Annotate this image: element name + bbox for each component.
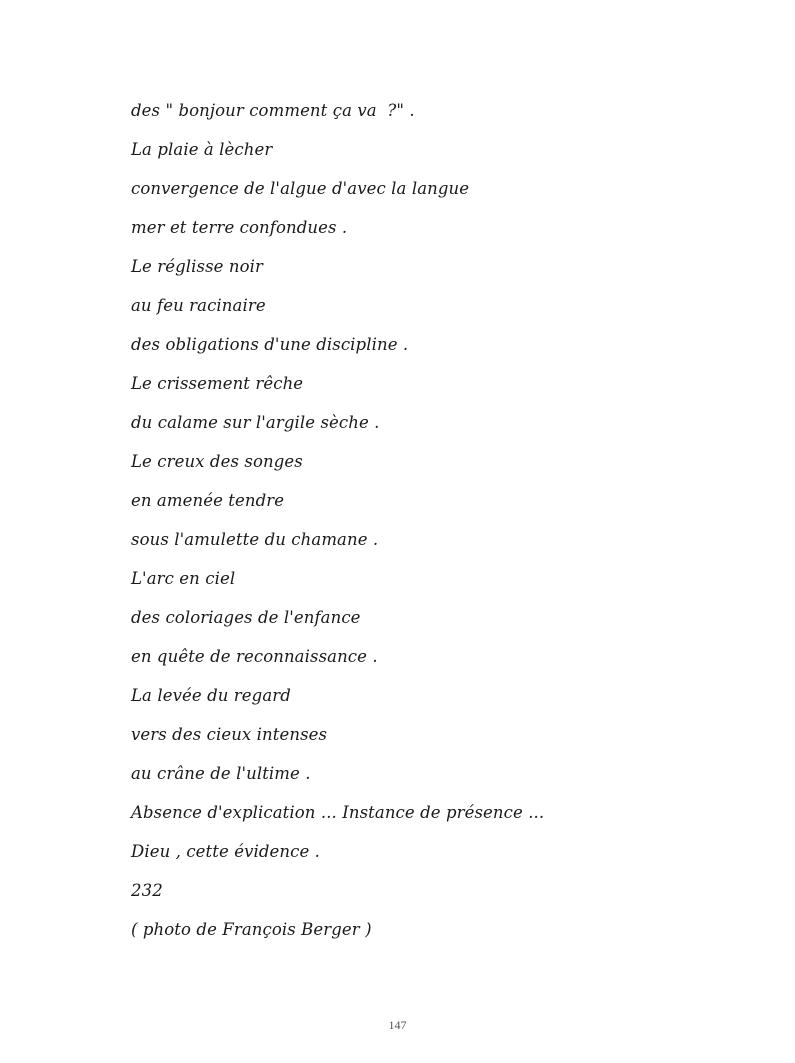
poem-line: mer et terre confondues . bbox=[131, 218, 348, 237]
poem-line: en quête de reconnaissance . bbox=[131, 647, 378, 666]
poem-line: Le creux des songes bbox=[131, 452, 303, 471]
poem-line: Le réglisse noir bbox=[131, 257, 264, 276]
poem-line: convergence de l'algue d'avec la langue bbox=[131, 179, 470, 198]
poem-line: des " bonjour comment ça va ?" . bbox=[131, 101, 415, 120]
poem-line: 232 bbox=[131, 881, 163, 900]
poem-line: au crâne de l'ultime . bbox=[131, 764, 311, 783]
poem-line: La plaie à lècher bbox=[131, 140, 273, 159]
poem-line: Dieu , cette évidence . bbox=[131, 842, 321, 861]
poem-line: du calame sur l'argile sèche . bbox=[131, 413, 380, 432]
poem-line: Le crissement rêche bbox=[131, 374, 304, 393]
poem-line: vers des cieux intenses bbox=[131, 725, 328, 744]
poem-line: L'arc en ciel bbox=[131, 569, 236, 588]
poem-line: en amenée tendre bbox=[131, 491, 285, 510]
poem-line: au feu racinaire bbox=[131, 296, 266, 315]
poem-text bbox=[131, 97, 544, 955]
poem-line: La levée du regard bbox=[131, 686, 291, 705]
poem-line: des obligations d'une discipline . bbox=[131, 335, 409, 354]
poem-line: des coloriages de l'enfance bbox=[131, 608, 361, 627]
poem-line: sous l'amulette du chamane . bbox=[131, 530, 379, 549]
poem-line: Absence d'explication ... Instance de présence ... bbox=[131, 803, 545, 822]
page-number: 147 bbox=[388, 1018, 407, 1032]
photo-credit: ( photo de François Berger ) bbox=[131, 920, 372, 939]
